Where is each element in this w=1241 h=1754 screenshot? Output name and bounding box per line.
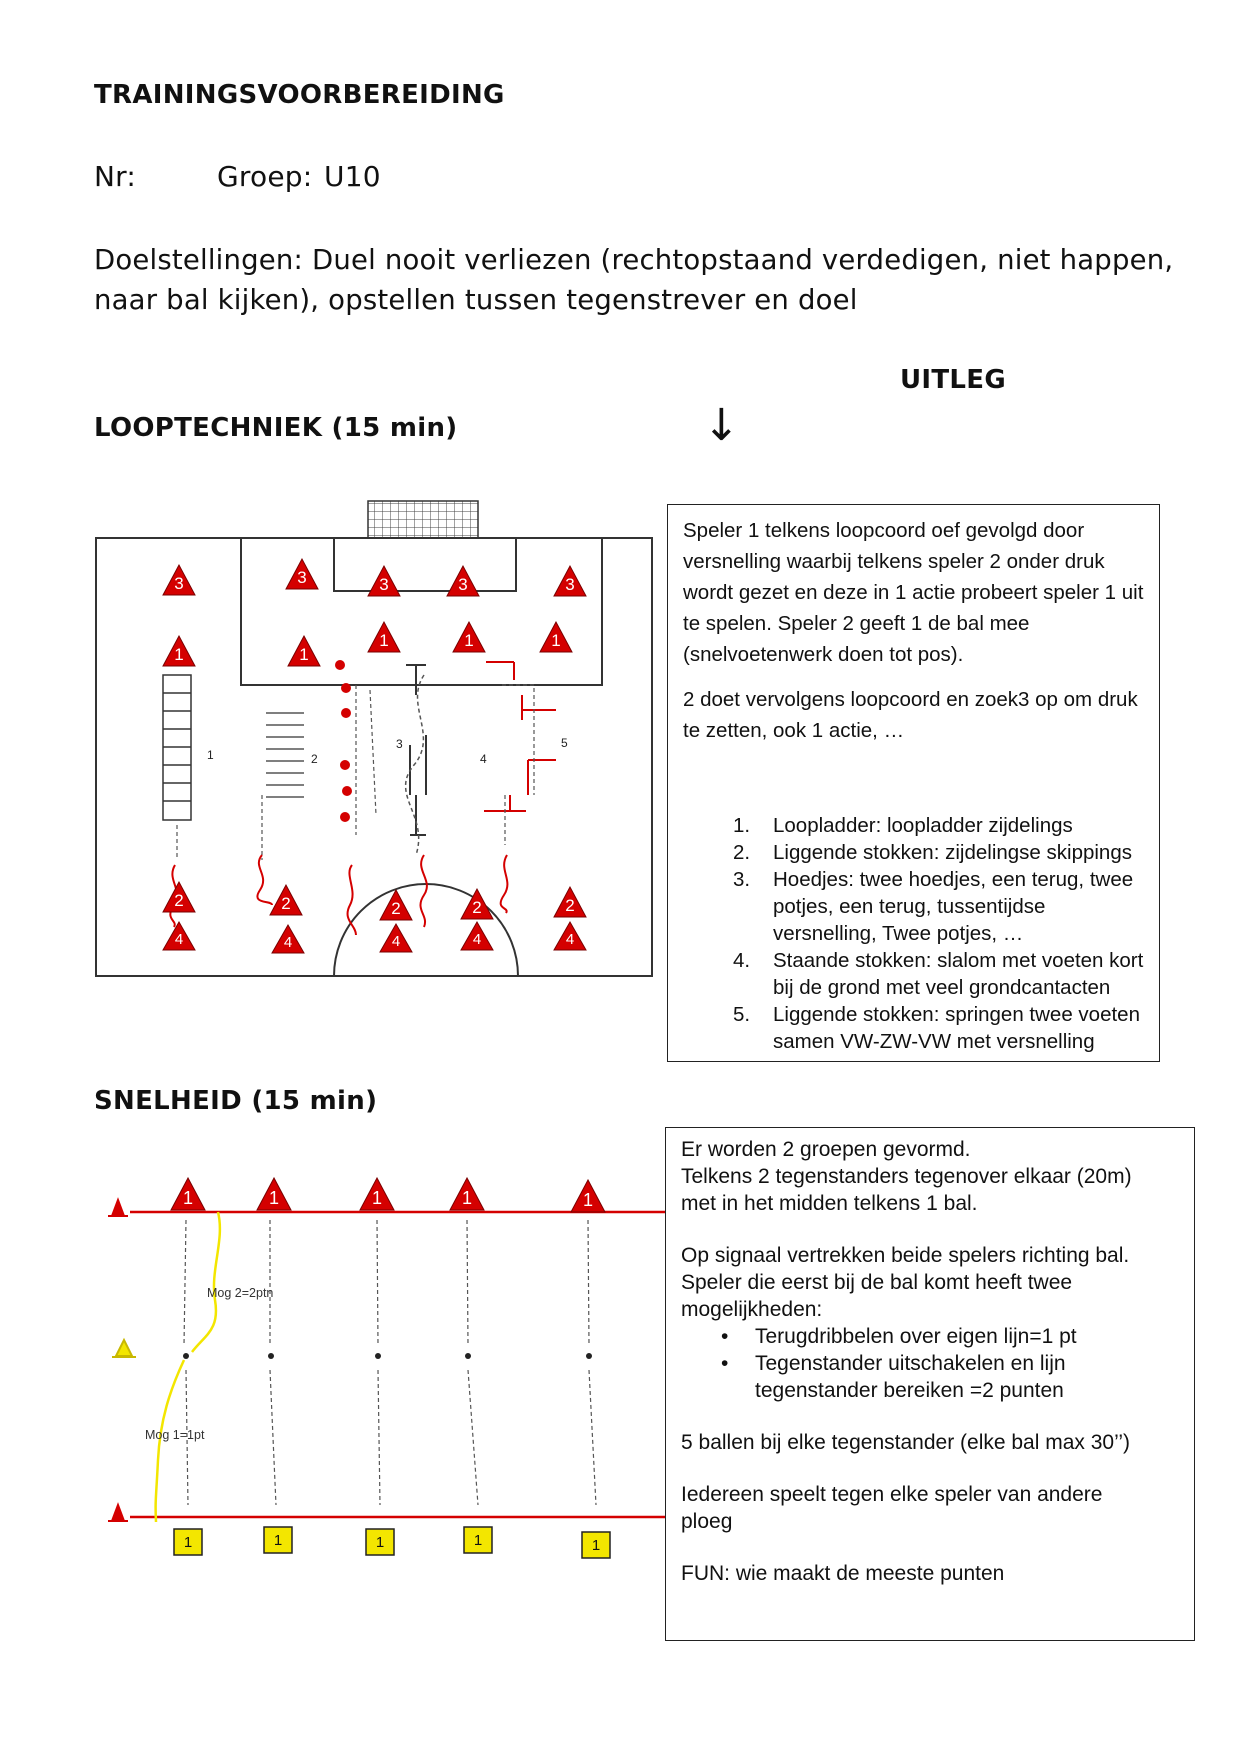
list-item: 5. Liggende stokken: springen twee voeten samen VW-ZW-VW met versnelling xyxy=(733,1003,1140,1053)
cone-icon xyxy=(163,565,195,595)
yellow-cone-icon xyxy=(112,1340,136,1357)
cone-label: 2 xyxy=(391,899,401,918)
cone-label: 2 xyxy=(174,891,184,910)
snelheid-explanation-box xyxy=(665,1127,1195,1641)
cone-label: 4 xyxy=(174,931,184,948)
cone-label: 2 xyxy=(565,896,575,915)
cone-icon xyxy=(171,1178,205,1210)
lane-label: 4 xyxy=(480,752,487,766)
cone-label: 3 xyxy=(379,575,389,594)
cone-label: 4 xyxy=(565,931,575,948)
cone-label: 1 xyxy=(268,1188,280,1208)
groep-label: Groep: xyxy=(217,160,313,193)
cone-label: 3 xyxy=(565,575,575,594)
cone-icon xyxy=(270,885,302,915)
square-label: 1 xyxy=(473,1532,483,1549)
marker-cone-icon xyxy=(108,1505,128,1521)
yellow-square-marker xyxy=(366,1529,394,1555)
cone-icon xyxy=(286,559,318,589)
looptechniek-cones xyxy=(163,559,586,953)
cone-label: 1 xyxy=(464,631,474,650)
cone-label: 2 xyxy=(281,894,291,913)
cone-icon xyxy=(380,924,412,952)
list-item: • Tegenstander uitschakelen en lijn tegenstander bereiken =2 punten xyxy=(721,1352,1066,1402)
mog2-label: Mog 2=2ptn xyxy=(207,1286,274,1300)
text-line: Op signaal vertrekken beide spelers richting bal. xyxy=(681,1244,1130,1267)
list-item: 1. Loopladder: loopladder zijdelings xyxy=(733,814,1073,837)
cone-icon xyxy=(163,882,195,912)
cone-icon xyxy=(453,622,485,652)
cone-icon xyxy=(257,1178,291,1210)
cone-label: 1 xyxy=(182,1188,194,1208)
text-line: Speler die eerst bij de bal komt heeft twee xyxy=(681,1271,1073,1294)
snelheid-bullet-list xyxy=(681,1323,1180,1404)
looptechniek-list xyxy=(683,812,1145,1055)
marker-cone-icon xyxy=(108,1200,128,1216)
lane-label: 1 xyxy=(207,748,214,762)
text-line: mogelijkheden: xyxy=(681,1298,823,1321)
goal-net xyxy=(368,501,478,538)
cone-icon xyxy=(368,622,400,652)
cone-icon xyxy=(368,566,400,596)
list-item: • Terugdribbelen over eigen lijn=1 pt xyxy=(721,1325,1077,1348)
yellow-square-marker xyxy=(464,1527,492,1553)
cone-icon xyxy=(554,566,586,596)
down-arrow-icon: ↓ xyxy=(703,400,740,451)
text-line: Er worden 2 groepen gevormd. xyxy=(681,1138,971,1161)
looptechniek-paragraph-1: Speler 1 telkens loopcoord oef gevolgd door versnelling waarbij telkens speler 2 onder druk wordt gezet en deze in 1 actie probeert speler 1 uit te spelen. Speler 2 geeft 1 de bal mee (snelvoetenwerk doen tot pos). xyxy=(683,519,1144,666)
cone-label: 3 xyxy=(458,575,468,594)
yellow-square-marker xyxy=(582,1532,610,1558)
doelstellingen-line-1: Doelstellingen: Duel nooit verliezen (rechtopstaand verdedigen, niet happen, xyxy=(94,244,1174,276)
snelheid-cones xyxy=(171,1178,605,1212)
cone-icon xyxy=(163,636,195,666)
cone-label: 1 xyxy=(371,1188,383,1208)
list-item: 2. Liggende stokken: zijdelingse skippings xyxy=(733,841,1132,864)
square-label: 1 xyxy=(375,1534,385,1551)
square-label: 1 xyxy=(273,1532,283,1549)
cone-icon xyxy=(272,925,304,953)
cone-label: 4 xyxy=(472,931,482,948)
square-label: 1 xyxy=(183,1534,193,1551)
lying-sticks-lane-2 xyxy=(266,713,304,797)
text-line: 5 ballen bij elke tegenstander (elke bal max 30’’) xyxy=(681,1431,1131,1454)
list-item: 3. Hoedjes: twee hoedjes, een terug, twee potjes, een terug, tussentijdse versnelling, Twee potjes, … xyxy=(733,868,1134,945)
cone-label: 1 xyxy=(461,1188,473,1208)
cone-icon xyxy=(450,1178,484,1210)
cone-label: 1 xyxy=(299,645,309,664)
cone-icon xyxy=(540,622,572,652)
text-line: Iedereen speelt tegen elke speler van andere ploeg xyxy=(681,1483,1103,1533)
text-line: met in het midden telkens 1 bal. xyxy=(681,1192,978,1215)
cone-label: 1 xyxy=(551,631,561,650)
lane-label: 5 xyxy=(561,736,568,750)
yellow-square-marker xyxy=(174,1529,202,1555)
cone-label: 4 xyxy=(283,934,293,951)
cone-label: 1 xyxy=(379,631,389,650)
snelheid-heading: SNELHEID (15 min) xyxy=(94,1086,378,1116)
lane-label: 3 xyxy=(396,737,403,751)
cone-icon xyxy=(447,566,479,596)
looptechniek-heading: LOOPTECHNIEK (15 min) xyxy=(94,413,458,443)
yellow-square-marker xyxy=(264,1527,292,1553)
cone-icon xyxy=(554,887,586,917)
groep-value: U10 xyxy=(324,160,381,193)
mog1-label: Mog 1=1pt xyxy=(145,1428,205,1442)
cone-label: 2 xyxy=(472,898,482,917)
cone-icon xyxy=(288,636,320,666)
cone-icon xyxy=(163,922,195,950)
cone-label: 3 xyxy=(297,568,307,587)
text-line: FUN: wie maakt de meeste punten xyxy=(681,1562,1005,1585)
agility-ladder xyxy=(163,675,191,820)
lane-label: 2 xyxy=(311,752,318,766)
standing-sticks-lane-4 xyxy=(406,665,426,835)
looptechniek-diagram xyxy=(94,495,654,985)
looptechniek-paragraph-2: 2 doet vervolgens loopcoord en zoek3 op om druk te zetten, ook 1 actie, … xyxy=(683,688,1138,742)
list-item: 4. Staande stokken: slalom met voeten kort bij de grond met veel grondcantacten xyxy=(733,949,1144,999)
penalty-arc xyxy=(334,884,518,976)
cone-icon xyxy=(554,922,586,950)
cone-label: 1 xyxy=(174,645,184,664)
nr-label: Nr: xyxy=(94,160,136,193)
uitleg-label: UITLEG xyxy=(900,365,1006,395)
balls xyxy=(183,1353,592,1359)
cone-label: 4 xyxy=(391,933,401,950)
square-label: 1 xyxy=(591,1537,601,1554)
cone-icon xyxy=(360,1178,394,1210)
cone-icon xyxy=(571,1180,605,1212)
snelheid-squares xyxy=(174,1527,610,1558)
cone-icon xyxy=(461,922,493,950)
doelstellingen-line-2: naar bal kijken), opstellen tussen tegenstrever en doel xyxy=(94,284,858,316)
text-line: Telkens 2 tegenstanders tegenover elkaar (20m) xyxy=(681,1165,1132,1188)
cone-label: 3 xyxy=(174,574,184,593)
snelheid-diagram xyxy=(100,1160,668,1570)
goal-area xyxy=(334,538,516,591)
page-title: TRAININGSVOORBEREIDING xyxy=(94,80,505,110)
looptechniek-explanation-box xyxy=(667,504,1160,1062)
cone-label: 1 xyxy=(582,1190,594,1210)
